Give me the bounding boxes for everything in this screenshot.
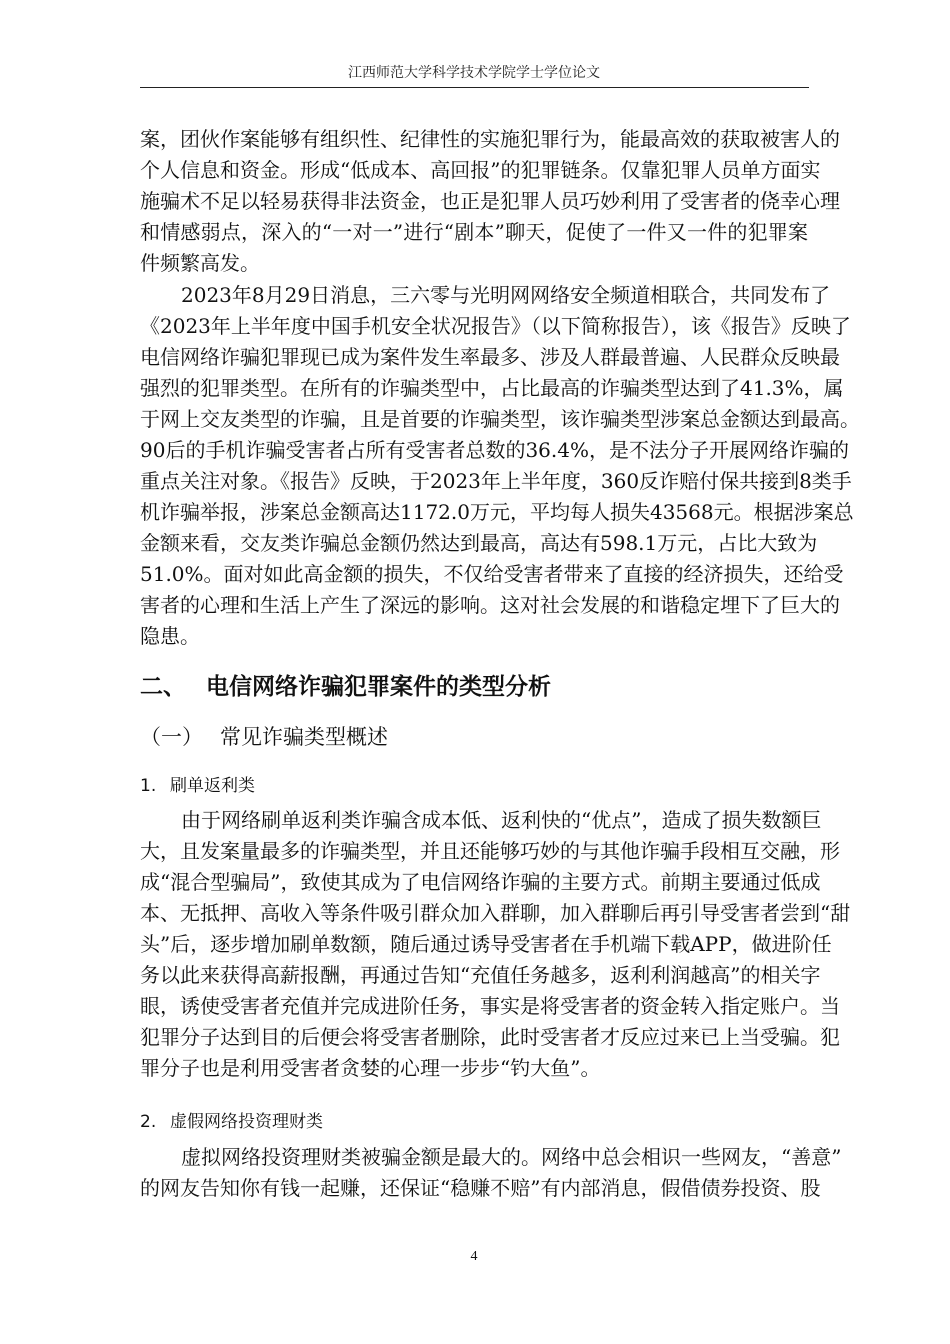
text-line: 务以此来获得高薪报酬，再通过告知“充值任务越多，返利利润越高”的相关字 <box>140 963 821 987</box>
text-line: 眼，诱使受害者充值并完成进阶任务，事实是将受害者的资金转入指定账户。当 <box>140 994 840 1018</box>
item-heading-2 <box>140 1110 323 1134</box>
subsection-heading <box>140 723 388 751</box>
header-rule <box>140 87 809 88</box>
item-number: 1. <box>140 776 157 796</box>
section-number: 二、 <box>140 674 186 700</box>
text-line: 的网友告知你有钱一起赚，还保证“稳赚不赔”有内部消息，假借债券投资、股 <box>140 1176 821 1200</box>
item-title: 虚假网络投资理财类 <box>170 1112 323 1132</box>
text-line: 机诈骗举报，涉案总金额高达1172.0万元，平均每人损失43568元。根据涉案总 <box>140 500 854 524</box>
text-line: 电信网络诈骗犯罪现已成为案件发生率最多、涉及人群最普遍、人民群众反映最 <box>140 345 840 369</box>
paragraph-1 <box>140 124 840 279</box>
subsection-title: 常见诈骗类型概述 <box>220 725 388 749</box>
text-line: 害者的心理和生活上产生了深远的影响。这对社会发展的和谐稳定埋下了巨大的 <box>140 593 840 617</box>
item-title: 刷单返利类 <box>170 776 255 796</box>
section-heading <box>140 672 551 702</box>
text-line: 犯罪分子达到目的后便会将受害者删除，此时受害者才反应过来已上当受骗。犯 <box>140 1025 840 1049</box>
text-line: 51.0%。面对如此高金额的损失，不仅给受害者带来了直接的经济损失，还给受 <box>140 562 844 586</box>
text-line: 件频繁高发。 <box>140 251 260 275</box>
running-header: 江西师范大学科学技术学院学士学位论文 <box>348 65 600 81</box>
text-line: 成“混合型骗局”，致使其成为了电信网络诈骗的主要方式。前期主要通过低成 <box>140 870 821 894</box>
text-line: 2023年8月29日消息，三六零与光明网网络安全频道相联合，共同发布了 <box>181 283 831 307</box>
text-line: 由于网络刷单返利类诈骗含成本低、返利快的“优点”，造成了损失数额巨 <box>181 808 822 832</box>
text-line: 强烈的犯罪类型。在所有的诈骗类型中，占比最高的诈骗类型达到了41.3%，属 <box>140 376 844 400</box>
text-line: 于网上交友类型的诈骗，且是首要的诈骗类型，该诈骗类型涉案总金额达到最高。 <box>140 407 860 431</box>
text-line: 90后的手机诈骗受害者占所有受害者总数的36.4%，是不法分子开展网络诈骗的 <box>140 438 849 462</box>
paragraph-3 <box>140 805 851 1084</box>
subsection-number: （一） <box>140 725 203 749</box>
text-line: 案，团伙作案能够有组织性、纪律性的实施犯罪行为，能最高效的获取被害人的 <box>140 127 840 151</box>
text-line: 头”后，逐步增加刷单数额，随后通过诱导受害者在手机端下载APP，做进阶任 <box>140 932 832 956</box>
text-line: 个人信息和资金。形成“低成本、高回报”的犯罪链条。仅靠犯罪人员单方面实 <box>140 158 821 182</box>
text-line: 和情感弱点，深入的“一对一”进行“剧本”聊天，促使了一件又一件的犯罪案 <box>140 220 808 244</box>
paragraph-2 <box>140 280 860 652</box>
section-title: 电信网络诈骗犯罪案件的类型分析 <box>206 674 551 700</box>
text-line: 本、无抵押、高收入等条件吸引群众加入群聊，加入群聊后再引导受害者尝到“甜 <box>140 901 851 925</box>
item-heading-1 <box>140 774 255 798</box>
text-line: 重点关注对象。《报告》反映，于2023年上半年度，360反诈赔付保共接到8类手 <box>140 469 852 493</box>
paragraph-4 <box>140 1142 842 1204</box>
text-line: 金额来看，交友类诈骗总金额仍然达到最高，高达有598.1万元，占比大致为 <box>140 531 818 555</box>
text-line: 罪分子也是利用受害者贪婪的心理一步步“钓大鱼”。 <box>140 1056 601 1080</box>
page-number: 4 <box>470 1249 478 1264</box>
item-number: 2. <box>140 1112 157 1132</box>
text-line: 《2023年上半年度中国手机安全状况报告》（以下简称报告），该《报告》反映了 <box>140 314 851 338</box>
text-line: 隐患。 <box>140 624 200 648</box>
text-line: 虚拟网络投资理财类被骗金额是最大的。网络中总会相识一些网友，“善意” <box>181 1145 842 1169</box>
text-line: 大，且发案量最多的诈骗类型，并且还能够巧妙的与其他诈骗手段相互交融，形 <box>140 839 840 863</box>
text-line: 施骗术不足以轻易获得非法资金，也正是犯罪人员巧妙利用了受害者的侥幸心理 <box>140 189 840 213</box>
